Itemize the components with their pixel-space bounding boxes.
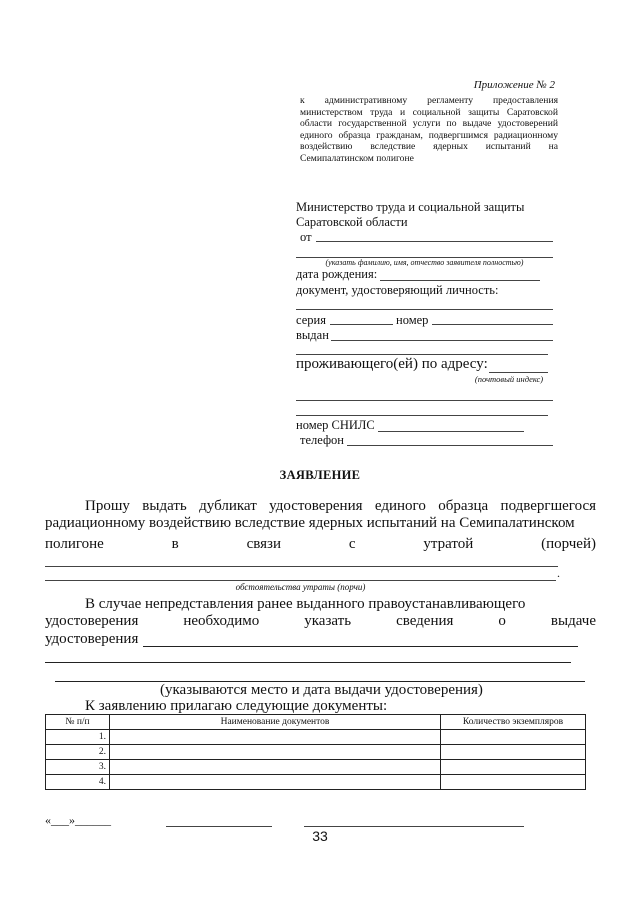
period: . [557,566,560,580]
signature-name-line[interactable] [304,826,524,827]
postal-index-hint: (почтовый индекс) [474,374,544,384]
issue-info-line-1[interactable] [143,646,578,647]
address-line-2[interactable] [296,415,548,416]
word: выдаче [550,613,596,629]
series-label: серия [296,313,326,327]
table-header-row [46,715,586,730]
word: утратой [423,536,474,552]
quantity-cell[interactable] [441,775,586,790]
phone-line[interactable] [347,445,553,446]
documents-table [45,714,586,790]
postal-index-line[interactable] [489,372,548,373]
attachments-intro: К заявлению прилагаю следующие документы: [85,698,388,714]
statement-paragraph-1-last-line [45,536,596,553]
appendix-title: Приложение № 2 [473,79,555,91]
quantity-cell[interactable] [441,745,586,760]
column-header-document-name: Наименование документов [110,715,441,730]
loss-reason-line-1[interactable] [45,566,558,567]
issue-info-hint: (указываются место и дата выдачи удостоверения) [160,682,483,698]
quantity-cell[interactable] [441,760,586,775]
issued-label: выдан [296,328,329,342]
word: в [171,536,179,552]
number-line[interactable] [432,324,553,325]
word: необходимо [183,613,260,629]
id-document-line[interactable] [296,309,553,310]
statement-paragraph-2-line-3: удостоверения [45,631,139,647]
issue-info-line-2[interactable] [45,662,571,663]
signature-line[interactable] [166,826,272,827]
birth-date-line[interactable] [380,280,540,281]
snils-label: номер СНИЛС [296,418,375,432]
page-number: 33 [312,828,328,844]
quantity-cell[interactable] [441,730,586,745]
series-line[interactable] [330,324,393,325]
table-row [46,760,586,775]
word: указать [304,613,352,629]
issued-line[interactable] [331,340,553,341]
recipient-region: Саратовской области [296,215,408,229]
issued-line-2[interactable] [296,354,548,355]
row-number: 2. [46,745,110,760]
recipient-ministry: Министерство труда и социальной защиты [296,200,525,214]
table-row [46,775,586,790]
word: о [498,613,506,629]
name-hint: (указать фамилию, имя, отчество заявителя полностью) [325,258,524,267]
document-name-cell[interactable] [110,745,441,760]
id-document-label: документ, удостоверяющий личность: [296,283,499,297]
statement-heading: ЗАЯВЛЕНИЕ [279,468,361,482]
row-number: 4. [46,775,110,790]
word: связи [246,536,281,552]
address-line-1[interactable] [296,400,553,401]
appendix-text: к административному регламенту предоставления министерством труда и социальной защиты Саратовской области государственной услуги по выдаче удостоверений единого образца гражданам, подвергшимся радиационному воздействию вследствие ядерных испытаний на Семипалатинском полигоне [300,95,558,164]
date-field[interactable]: «___»______ [45,813,111,827]
from-label: от [300,230,312,244]
from-line[interactable] [316,241,553,242]
number-label: номер [396,313,429,327]
statement-paragraph-1: Прошу выдать дубликат удостоверения единого образца подвергшегося радиационному воздействию вследствие ядерных испытаний на Семипалатинском [45,498,596,531]
table-row [46,730,586,745]
address-label: проживающего(ей) по адресу: [296,356,488,372]
word: сведения [396,613,454,629]
row-number: 1. [46,730,110,745]
document-name-cell[interactable] [110,760,441,775]
word: полигоне [45,536,104,552]
statement-paragraph-2-line-2 [45,613,596,630]
word: (порчей) [541,536,596,552]
statement-paragraph-2: В случае непредставления ранее выданного правоустанавливающего [85,596,526,612]
document-name-cell[interactable] [110,730,441,745]
word: с [348,536,356,552]
document-name-cell[interactable] [110,775,441,790]
word: удостоверения [45,613,139,629]
table-row [46,745,586,760]
loss-reason-hint: обстоятельства утраты (порчи) [235,582,366,592]
row-number: 3. [46,760,110,775]
column-header-number: № п/п [46,715,110,730]
column-header-quantity: Количество экземпляров [441,715,586,730]
phone-label: телефон [300,433,344,447]
birth-label: дата рождения: [296,267,378,281]
loss-reason-line-2[interactable] [45,580,556,581]
snils-line[interactable] [378,431,524,432]
